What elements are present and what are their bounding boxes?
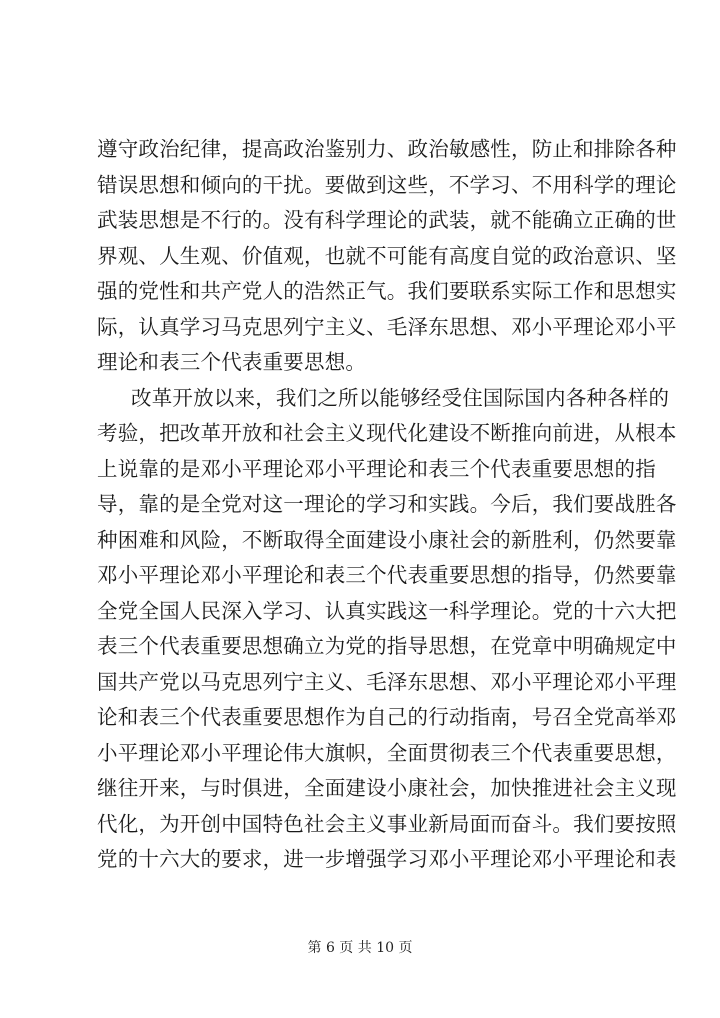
text-line: 际，认真学习马克思列宁主义、毛泽东思想、邓小平理论邓小平 <box>97 314 677 339</box>
text-line: 考验，把改革开放和社会主义现代化建设不断推向前进，从根本 <box>97 421 677 445</box>
text-line: 全党全国人民深入学习、认真实践这一科学理论。党的十六大把 <box>97 598 677 623</box>
text-line: 种困难和风险，不断取得全面建设小康社会的新胜利，仍然要靠 <box>97 527 677 552</box>
text-line: 论和表三个代表重要思想作为自己的行动指南，号召全党高举邓 <box>97 705 677 729</box>
text-line: 导，靠的是全党对这一理论的学习和实践。今后，我们要战胜各 <box>97 492 677 516</box>
text-line: 错误思想和倾向的干扰。要做到这些，不学习、不用科学的理论 <box>97 172 677 197</box>
text-line: 遵守政治纪律，提高政治鉴别力、政治敏感性，防止和排除各种 <box>97 137 677 161</box>
page-number-footer: 第 6 页 共 10 页 <box>307 940 413 956</box>
text-line: 党的十六大的要求，进一步增强学习邓小平理论邓小平理论和表 <box>97 847 677 871</box>
body-text <box>97 132 677 878</box>
text-line: 继往开来，与时俱进，全面建设小康社会，加快推进社会主义现 <box>97 776 677 800</box>
text-line: 武装思想是不行的。没有科学理论的武装，就不能确立正确的世 <box>97 208 677 232</box>
text-line: 理论和表三个代表重要思想。 <box>97 350 367 374</box>
text-line: 小平理论邓小平理论伟大旗帜，全面贯彻表三个代表重要思想， <box>97 740 677 765</box>
text-line: 上说靠的是邓小平理论邓小平理论和表三个代表重要思想的指 <box>97 456 656 481</box>
text-line: 邓小平理论邓小平理论和表三个代表重要思想的指导，仍然要靠 <box>97 563 677 587</box>
paragraph-start-line: 改革开放以来，我们之所以能够经受住国际国内各种各样的 <box>131 385 670 410</box>
text-line: 强的党性和共产党人的浩然正气。我们要联系实际工作和思想实 <box>97 279 677 303</box>
text-line: 代化，为开创中国特色社会主义事业新局面而奋斗。我们要按照 <box>97 811 677 836</box>
text-line: 界观、人生观、价值观，也就不可能有高度自觉的政治意识、坚 <box>97 243 677 268</box>
text-line: 国共产党以马克思列宁主义、毛泽东思想、邓小平理论邓小平理 <box>97 669 677 694</box>
text-line: 表三个代表重要思想确立为党的指导思想，在党章中明确规定中 <box>97 634 677 658</box>
